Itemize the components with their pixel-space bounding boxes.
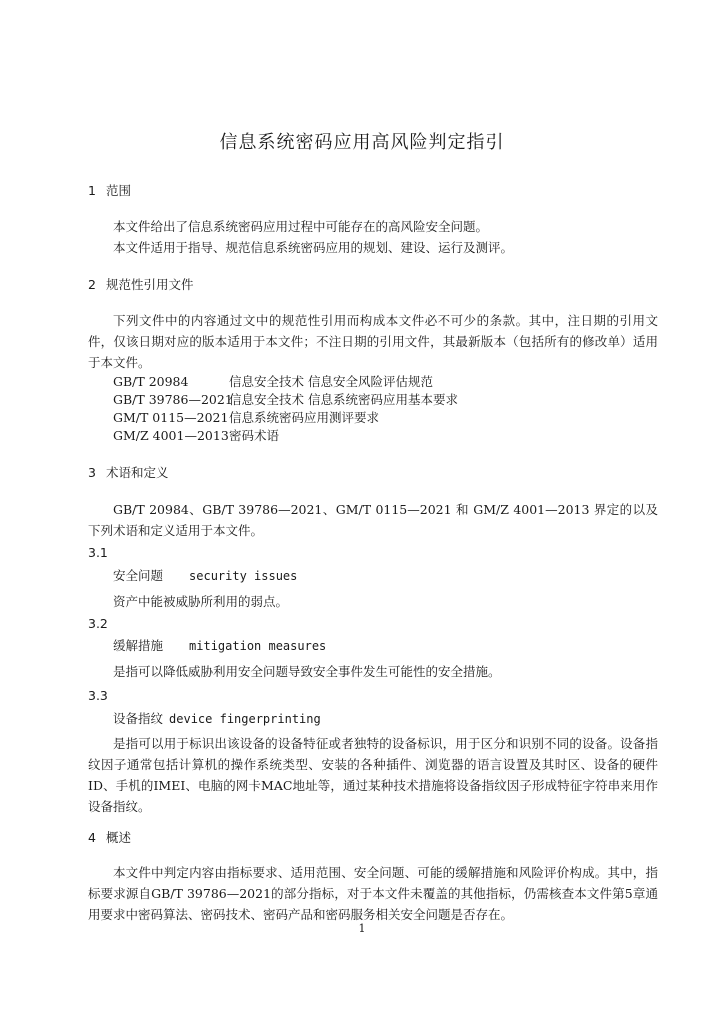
terms-intro: GB/T 20984、GB/T 39786—2021、GM/T 0115—2021 和 GM/Z 4001—2013 界定的以及下列术语和定义适用于本文件。: [88, 502, 658, 538]
term-en: device fingerprinting: [169, 712, 321, 726]
reference-item: [113, 390, 458, 408]
term-en: security issues: [189, 569, 298, 583]
reference-item: [113, 408, 379, 426]
section-title: 范围: [106, 183, 132, 198]
term-zh: 设备指纹: [113, 711, 164, 726]
section-3-heading: [88, 463, 169, 481]
scope-line-2: 本文件适用于指导、规范信息系统密码应用的规划、建设、运行及测评。: [113, 240, 514, 255]
reference-code: GB/T 20984: [113, 374, 189, 389]
term-definition: 是指可以降低威胁利用安全问题导致安全事件发生可能性的安全措施。: [113, 664, 501, 679]
document-title: 信息系统密码应用高风险判定指引: [219, 132, 505, 153]
reference-code: GB/T 39786—2021: [113, 392, 233, 407]
section-number: 4: [88, 830, 96, 845]
reference-code: GM/T 0115—2021: [113, 410, 229, 425]
scope-line-1: 本文件给出了信息系统密码应用过程中可能存在的高风险安全问题。: [113, 219, 489, 234]
term-entry: [113, 709, 321, 727]
section-title: 概述: [106, 830, 132, 845]
term-number: 3.1: [88, 545, 108, 560]
term-entry: [113, 566, 297, 584]
reference-item: [113, 372, 433, 390]
page-number: 1: [358, 922, 366, 935]
term-en: mitigation measures: [189, 639, 327, 653]
section-title: 规范性引用文件: [106, 277, 194, 292]
reference-name: 信息安全技术 信息系统密码应用基本要求: [229, 392, 458, 407]
overview-body: 本文件中判定内容由指标要求、适用范围、安全问题、可能的缓解措施和风险评价构成。其中，指标要求源自GB/T 39786—2021的部分指标，对于本文件未覆盖的其他指标，仍需核查本文件第5章通用要求中密码算法、密码技术、密码产品和密码服务相关安全问题是否存在。: [88, 865, 658, 922]
reference-code: GM/Z 4001—2013: [113, 428, 229, 443]
reference-name: 密码术语: [229, 428, 280, 443]
term-entry: [113, 636, 326, 654]
reference-item: [113, 426, 279, 444]
section-2-heading: [88, 275, 194, 293]
section-4-heading: [88, 828, 131, 846]
section-1-heading: [88, 181, 131, 199]
term-definition: 资产中能被威胁所利用的弱点。: [113, 594, 289, 609]
term-number: 3.2: [88, 616, 108, 631]
reference-name: 信息安全技术 信息安全风险评估规范: [229, 374, 433, 389]
section-number: 1: [88, 183, 96, 198]
term-zh: 缓解措施: [113, 638, 164, 653]
section-number: 3: [88, 465, 96, 480]
term-number: 3.3: [88, 688, 108, 703]
section-number: 2: [88, 277, 96, 292]
section-title: 术语和定义: [106, 465, 169, 480]
term-definition: 是指可以用于标识出该设备的设备特征或者独特的设备标识，用于区分和识别不同的设备。设备指纹因子通常包括计算机的操作系统类型、安装的各种插件、浏览器的语言设置及其时区、设备的硬件ID、手机的IMEI、电脑的网卡MAC地址等，通过某种技术措施将设备指纹因子形成特征字符串来用作设备指纹。: [88, 736, 658, 814]
term-zh: 安全问题: [113, 568, 164, 583]
reference-name: 信息系统密码应用测评要求: [229, 410, 380, 425]
references-intro: 下列文件中的内容通过文中的规范性引用而构成本文件必不可少的条款。其中，注日期的引用文件，仅该日期对应的版本适用于本文件；不注日期的引用文件，其最新版本（包括所有的修改单）适用于本文件。: [88, 313, 658, 370]
